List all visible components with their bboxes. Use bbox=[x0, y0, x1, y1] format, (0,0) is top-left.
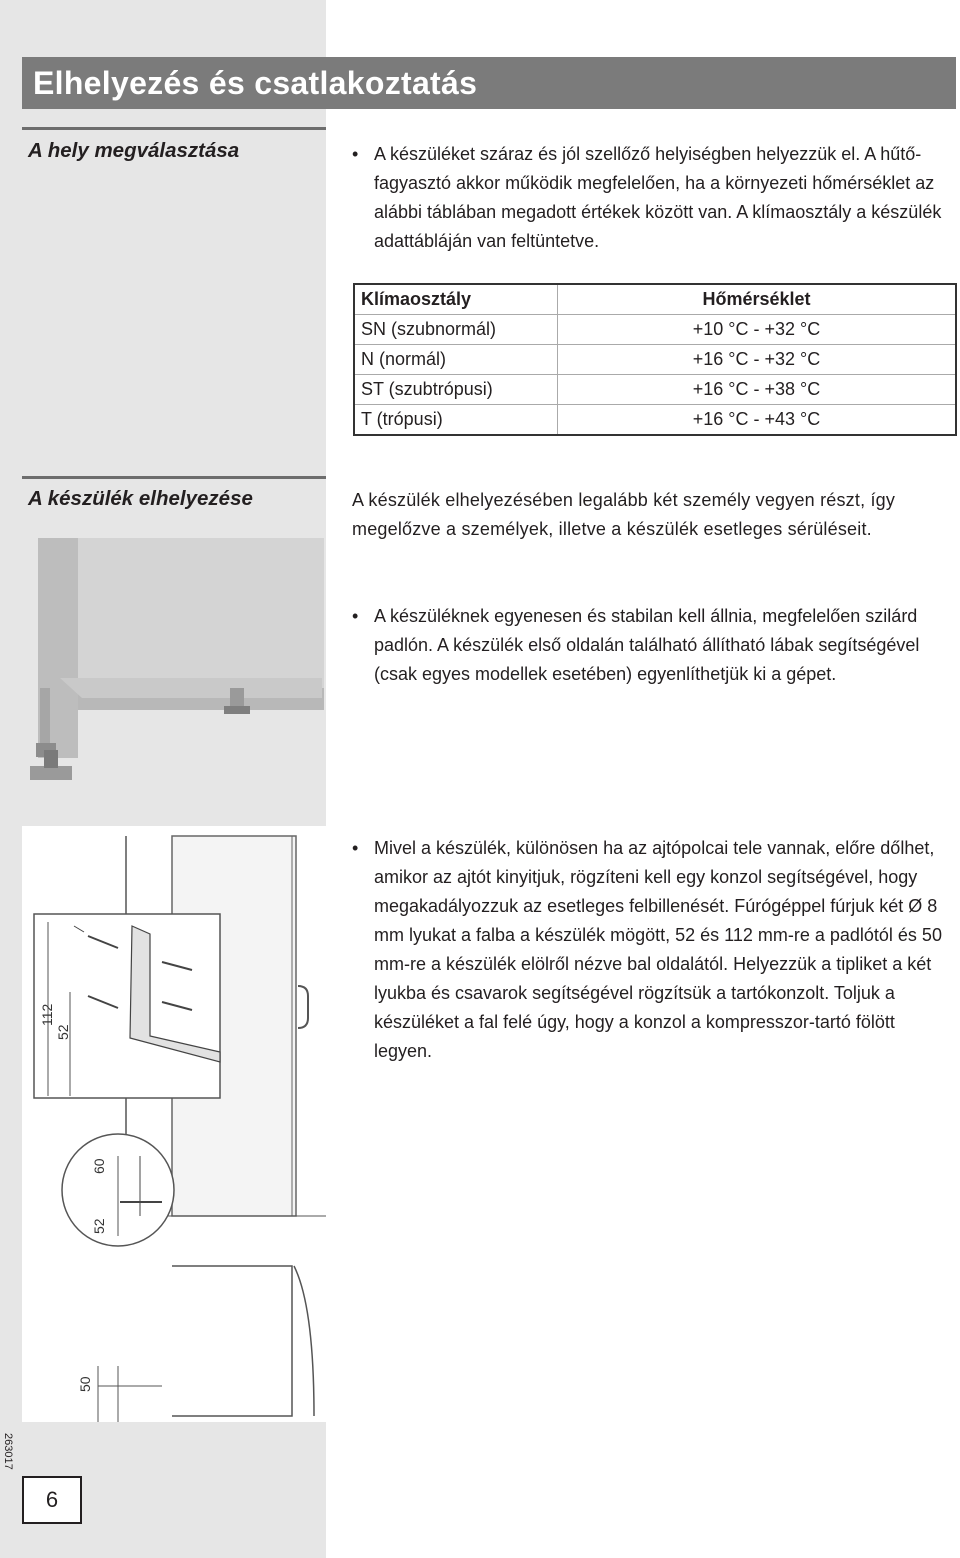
table-cell: ST (szubtrópusi) bbox=[354, 375, 558, 405]
page-title: Elhelyezés és csatlakoztatás bbox=[33, 65, 478, 101]
table-row bbox=[354, 315, 956, 345]
list-item: • Mivel a készülék, különösen ha az ajtópolcai tele vannak, előre dőlhet, amikor az ajtót kinyitjuk, rögzíteni kell egy konzol segítségével, hogy megakadályozzuk az esetleges felbillenését. Fúrógéppel fúrjuk két Ø 8 mm lyukat a falba a készülék mögött, 52 és 112 mm-re a padlótól és 50 mm-re a készülék elölről nézve bal oldalától. Helyezzük a tipliket a két lyukba és csavarok segítségével rögzítsük a tartókonzolt. Toljuk a készüléket a fal felé úgy, hogy a konzol a kompresszor-tartó fölött legyen. bbox=[352, 834, 942, 1066]
section-heading-location: A hely megválasztása bbox=[28, 139, 240, 162]
climate-table bbox=[353, 283, 957, 436]
section1-list bbox=[352, 140, 942, 256]
placement-intro: A készülék elhelyezésében legalább két személy vegyen részt, így megelőzve a személyek, illetve a készülék esetleges sérüléseit. bbox=[352, 490, 896, 539]
table-row bbox=[354, 345, 956, 375]
dimension-label-50: 50 bbox=[77, 1376, 93, 1392]
list-item: • A készüléket száraz és jól szellőző helyiségben helyezzük el. A hűtő-fagyasztó akkor működik megfelelően, ha a környezeti hőmérséklet az alábbi táblában megadott értékek között van. A klímaosztály a készülék adattábláján van feltüntetve. bbox=[352, 140, 942, 256]
table-cell: +16 °C - +43 °C bbox=[558, 405, 957, 436]
document-code: 263017 bbox=[2, 1433, 14, 1470]
wall-bracket-diagram bbox=[22, 826, 326, 1422]
dimension-label-52: 52 bbox=[55, 1024, 71, 1040]
title-bar bbox=[22, 57, 956, 109]
section-rule bbox=[22, 476, 326, 479]
table-header-row bbox=[354, 284, 956, 315]
dimension-label-52-detail: 52 bbox=[91, 1218, 107, 1234]
table-row bbox=[354, 405, 956, 436]
column-header-class: Klímaosztály bbox=[354, 284, 558, 315]
section2-list bbox=[352, 602, 958, 689]
table-cell: +10 °C - +32 °C bbox=[558, 315, 957, 345]
section3-list bbox=[352, 834, 942, 1066]
list-item: • A készüléknek egyenesen és stabilan kell állnia, megfelelően szilárd padlón. A készülék első oldalán található állítható lábak segítségével (csak egyes modellek esetében) egyenlíthetjük ki a gépet. bbox=[352, 602, 958, 689]
section-rule bbox=[22, 127, 326, 130]
dimension-label-60: 60 bbox=[91, 1158, 107, 1174]
table-cell: +16 °C - +38 °C bbox=[558, 375, 957, 405]
table-cell: T (trópusi) bbox=[354, 405, 558, 436]
dimension-label-112: 112 bbox=[39, 1003, 55, 1026]
column-header-temperature: Hőmérséklet bbox=[558, 284, 957, 315]
table-cell: +16 °C - +32 °C bbox=[558, 345, 957, 375]
table-cell: SN (szubnormál) bbox=[354, 315, 558, 345]
table-cell: N (normál) bbox=[354, 345, 558, 375]
page-number: 6 bbox=[22, 1476, 82, 1524]
section-heading-placement: A készülék elhelyezése bbox=[28, 487, 253, 510]
adjustable-feet-illustration bbox=[22, 538, 326, 800]
table-row bbox=[354, 375, 956, 405]
